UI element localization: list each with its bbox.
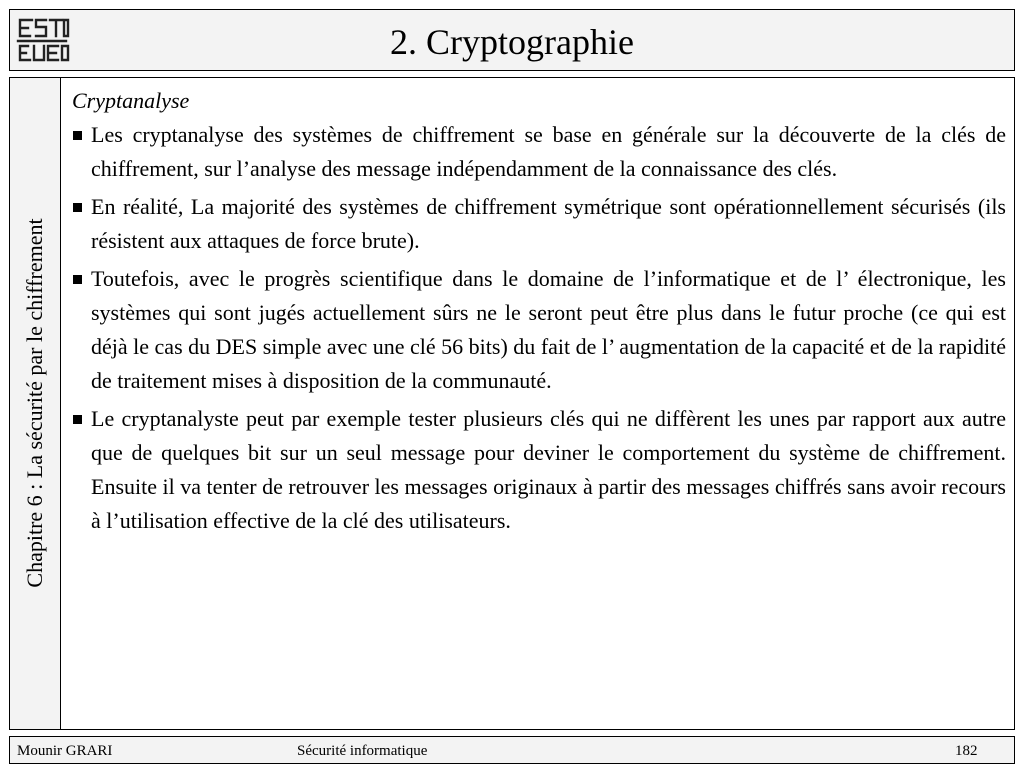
chapter-sidebar [10, 78, 61, 729]
slide-body [72, 88, 1006, 542]
square-bullet-icon [73, 203, 82, 212]
square-bullet-icon [73, 275, 82, 284]
section-title: Cryptanalyse [72, 88, 190, 113]
bullet-text: Le cryptanalyste peut par exemple tester plusieurs clés qui ne diffèrent les unes par rapport aux autre que de quelques bit sur un seul message pour deviner le comportement du système de chiffrement. Ensuite il va tenter de retrouver les messages originaux à partir des messages chiffrés sans avoir recours à l’utilisation effective de la clé des utilisateurs. [91, 406, 1006, 533]
slide-footer [9, 736, 1015, 764]
list-item [72, 402, 1006, 538]
square-bullet-icon [73, 131, 82, 140]
chapter-label: Chapitre 6 : La sécurité par le chiffrement [22, 218, 47, 588]
footer-course: Sécurité informatique [297, 743, 428, 759]
slide-title: 2. Cryptographie [390, 22, 634, 62]
slide-header [9, 9, 1015, 71]
page-number: 182 [955, 743, 978, 759]
list-item [72, 262, 1006, 398]
content-frame [9, 77, 1015, 730]
footer-author: Mounir GRARI [17, 743, 113, 759]
list-item [72, 118, 1006, 186]
bullet-text: Les cryptanalyse des systèmes de chiffrement se base en générale sur la découverte de la clés de chiffrement, sur l’analyse des message indépendamment de la connaissance des clés. [91, 122, 1006, 181]
list-item [72, 190, 1006, 258]
bullet-text: Toutefois, avec le progrès scientifique dans le domaine de l’informatique et de l’ électronique, les systèmes qui sont jugés actuellement sûrs ne le seront peut être plus dans le futur proche (ce qui est déjà le cas du DES simple avec une clé 56 bits) du fait de l’ augmentation de la capacité et de la rapidité de traitement mises à disposition de la communauté. [91, 266, 1006, 393]
bullet-text: En réalité, La majorité des systèmes de chiffrement symétrique sont opérationnellement sécurisés (ils résistent aux attaques de force brute). [91, 194, 1006, 253]
bullet-list [72, 118, 1006, 538]
square-bullet-icon [73, 415, 82, 424]
